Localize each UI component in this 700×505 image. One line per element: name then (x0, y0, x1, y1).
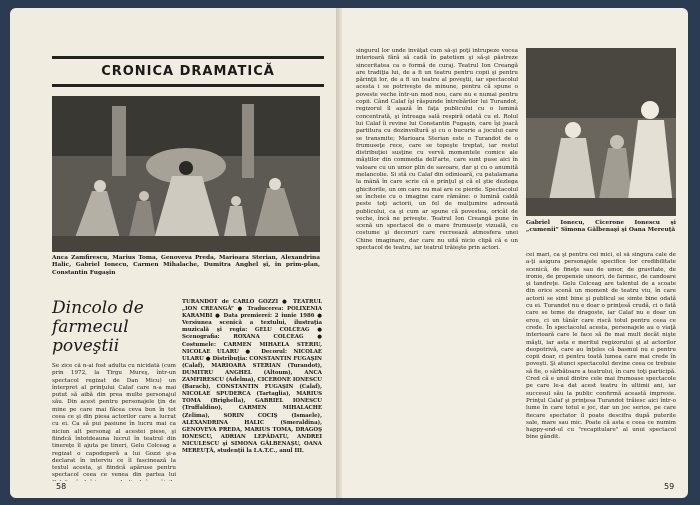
stage-photo-illustration (52, 96, 320, 252)
left-photo-caption: Anca Zamfirescu, Marius Toma, Genoveva Preda, Marioara Sterian, Alexandrina Halic, Gabriel Ionecu, Carmen Mihalache, Dumitra Anghel şi, în prim-plan, Constantin Fugaşin (52, 255, 320, 276)
stage-photo-right (526, 48, 676, 216)
section-header (52, 48, 324, 92)
right-column-body-1: singurul lor unde învăţat cum să-şi poţi întrupeze vocea interioară fără să cadă în patetism şi să-şi păstreze sinceritatea ca o formă de curaj. Teatrul Ion Creangă are tradiţia lui, de a fi un teatru pentru copii şi pentru părinţii lor, de a fi un teatru al poveştii, iar spectacolul acesta i se potriveşte de minune, pentru că spune o poveste veche într-un mod nou, care nu e numai pentru copii. Când Calaf îşi răspunde întrebărilor lui Turandot, regizorul îl aşază în faţa publicului cu o lumină concentrată, şi întreaga sală respiră odată cu el. Rolul lui Calaf îi revine lui Constantin Fugaşin, care îşi joacă partitura cu dezinvoltură şi cu o bucurie a jocului care se transmite; Marioara Sterian este o Turandot de o frumuseţe rece, care se topeşte treptat, iar restul distribuţiei susţine cu vervă momentele comice ale măştilor din commedia dell'arte, care sunt puse aici în valoare cu un umor plin de savoare, dar şi cu o anumită melancolie. Si stă cu Calaf din odinioară, cu patalamana la mână în care scrie că e prinţul şi că el ştie dezlega ghicitorile, un om care nu mai are ce pierde. Spectacolul se încheie cu o imagine care rămâne: o lumină caldă peste toţi actorii, un fel de mulţumire adresată publicului, ca şi cum ar spune că povestea, oricât de veche, încă ne priveşte. Teatrul Ion Creangă pune în scenă un spectacol de o mare frumuseţe vizuală, cu costume şi decoruri care recreează atmosfera unei Chine imaginare, dar care nu uită nicio clipă că e un spectacol de teatru, iar teatrul trăieşte prin actori. (356, 48, 518, 252)
left-page (10, 8, 340, 498)
stage-photo-left (52, 96, 320, 252)
article-title: Dincolo de farmecul poveştii (52, 298, 144, 356)
left-column-body: Se zice că n-ai fost adulta cu nicidată (cum prin 1972, la Tirgu Mureş, într-un spectacol regizat de Dan Micu) un înterpret al prinţului Calaf care n-a mai putut să aibă din prea multe personajul său. Din acest pentru personajele ţin de mine pe care mai făcea ceva bun în tot ceea ce şi din piesa actorilor care a lucrat cu ei. Ca să pui pasiune în lucru mai ca niciun alt personaj al acestei piese, şi fiindcă întotdeauna lucrul în teatrul din tinereţe îl ajuta pe tineri, Gelu Colceag a regizat o capodoperă a lui Gozzi şi-a declarat în interviu ce îl fascinează la textul acesta, şi fiindcă apăruse pentru spectacol ceea ce venea din partea lui (52, 363, 176, 479)
page-number-left: 58 (56, 482, 67, 491)
right-photo-caption: Gabriel Ionecu, Cicerone Ionescu şi „cumenii” Simona Gălbenaşi şi Oana Mereuţă (526, 220, 676, 234)
right-page (342, 8, 688, 498)
section-title: CRONICA DRAMATICĂ (101, 64, 275, 79)
header-rule-top (52, 56, 324, 59)
credits-box: TURANDOT de CARLO GOZZI ● TEATRUL „ION CREANGĂ” ● Traducerea: POLIXENIA KARAMBI ● Data premierei: 2 iunie 1986 ● Versiunea scenică a textului, ilustraţia muzicală şi regia: GELU COLCEAG ● Scenografia: ROXANA COLCEAG ● Costumele: CARMEN MIHAELA STERIU, NICOLAE ULARU ● Decorul: NICOLAE ULARU ● Distribuţia: CONSTANTIN FUGAŞIN (Calaf), MARIOARA STERIAN (Turandot), DUMITRU ANGHEL (Altoum), ANCA ZAMFIRESCU (Adelma), CICERONE IONESCU (Barach), CONSTANTIN FUGAŞIN (Calaf), NICOLAE SPUDERCA (Tartaglia), MARIUS TOMA (Brighella), GABRIEL IONESCU (Truffaldino), CARMEN MIHALACHE (Zelima), SORIN COCIŞ (Ismaele), ALEXANDRINA HALIC (Smeraldina), GENOVEVA PREDA, MARIUS TOMA, DRAGOŞ IONESCU, ADRIAN LEPĂDATU, ANDREI NICULESCU şi SIMONA GĂLBENAŞU, OANA MEREUŢĂ, studenţii la I.A.T.C., anul III. (182, 299, 322, 454)
header-rule-bottom (52, 84, 324, 87)
stage-photo-right-illustration (526, 48, 676, 216)
page-number-right: 59 (664, 482, 675, 491)
right-column-body-2: cei mari, ca şi pentru cei mici, el să singura cale de a-ţi asigura personajele specifice lor credibilitate scenică, de fineţe sau de umor, de gravitate, de ironie, de propensie uneori, de farmec, de candoare şi tandreţe. Gelu Colceag are talentul de a scoate din orice scenă un moment de teatru viu, în care actorii se simt bine şi publicul se simte bine odată cu ei. Turandot nu e doar o prinţesă crudă, ci o fată care se teme de dragoste, iar Calaf nu e doar un erou, ci un tânăr care riscă totul pentru ceea ce crede. În spectacolul acesta, personajele au o viaţă interioară care le face să fie mai mult decât nişte măşti, iar asta e meritul regizorului şi al actorilor deopotrivă, care au înţeles că basmul nu e pentru copii doar, ci pentru toată lumea care mai crede în poveşti. Şi atunci spectacolul devine ceea ce trebuie să fie, o sărbătoare a teatrului, în care toţi participă. Cred că e unul dintre cele mai frumoase spectacole pe care le-a dat acest teatru în ultimii ani, iar succesul său la public confirmă această impresie. Prinţul Calaf şi prinţesa Turandot trăiesc aici într-o lume în care totul e joc, dar un joc serios, pe care fiecare spectator îl poate descifra după puterile sale, mare sau mic. Poate că asta e ceea ce numim happy-end-ul cu "recapitulare" al unui spectacol bine gândit. (526, 252, 676, 441)
